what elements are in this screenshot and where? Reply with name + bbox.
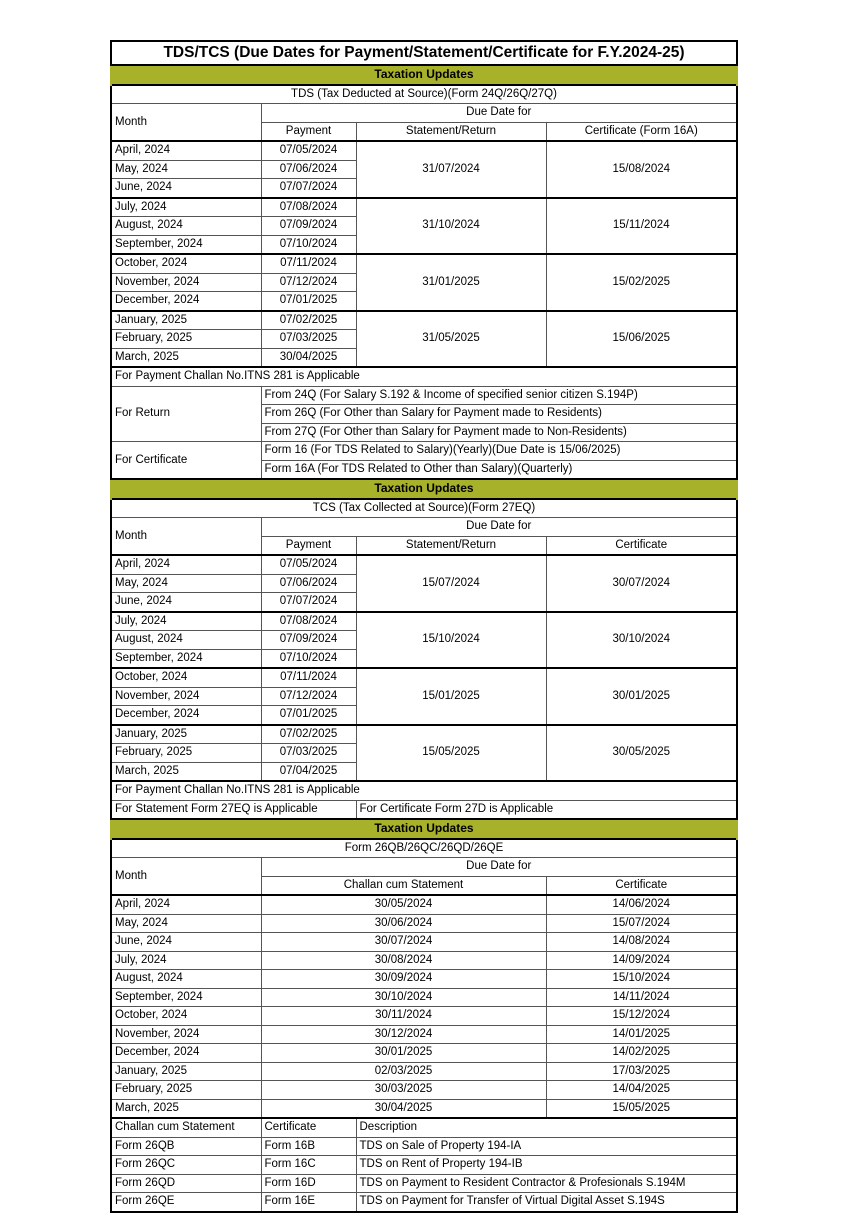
legend-description-cell: TDS on Payment to Resident Contractor & Profesionals S.194M	[356, 1174, 737, 1193]
tcs-payment-cell: 07/03/2025	[261, 744, 356, 763]
tcs-payment-cell: 07/06/2024	[261, 574, 356, 593]
tds-col-payment: Payment	[261, 122, 356, 141]
legend-challan-cell: Form 26QB	[111, 1137, 261, 1156]
legend-certificate-cell: Form 16C	[261, 1156, 356, 1175]
tds-payment-cell: 07/12/2024	[261, 273, 356, 292]
form26-certificate-cell: 14/06/2024	[546, 895, 737, 914]
legend-description-cell: TDS on Sale of Property 194-IA	[356, 1137, 737, 1156]
form26-certificate-cell: 14/01/2025	[546, 1025, 737, 1044]
tds-certificate-cell: 15/11/2024	[546, 198, 737, 255]
tds-subtitle: TDS (Tax Deducted at Source)(Form 24Q/26Q/27Q)	[111, 85, 737, 104]
table-row	[111, 141, 737, 160]
tds-payment-cell: 30/04/2025	[261, 348, 356, 367]
table-row	[111, 725, 737, 744]
form26-month-cell: November, 2024	[111, 1025, 261, 1044]
table-row	[111, 951, 737, 970]
form26-month-cell: September, 2024	[111, 988, 261, 1007]
tds-payment-cell: 07/09/2024	[261, 217, 356, 236]
table-row	[111, 895, 737, 914]
page-title: TDS/TCS (Due Dates for Payment/Statement/Certificate for F.Y.2024-25)	[111, 41, 737, 65]
table-row	[111, 1025, 737, 1044]
legend-challan-cell: Form 26QC	[111, 1156, 261, 1175]
tds-payment-cell: 07/11/2024	[261, 254, 356, 273]
table-row	[111, 1137, 737, 1156]
tcs-payment-cell: 07/10/2024	[261, 649, 356, 668]
form26-certificate-cell: 14/02/2025	[546, 1044, 737, 1063]
tcs-statement-cell: 15/01/2025	[356, 668, 546, 725]
tcs-col-payment: Payment	[261, 536, 356, 555]
tds-return-line: From 24Q (For Salary S.192 & Income of specified senior citizen S.194P)	[261, 386, 737, 405]
table-row	[111, 668, 737, 687]
table-row	[111, 1081, 737, 1100]
form26-month-cell: August, 2024	[111, 970, 261, 989]
table-row	[111, 198, 737, 217]
tcs-statement-cell: 15/10/2024	[356, 612, 546, 669]
tds-month-cell: March, 2025	[111, 348, 261, 367]
form26-month-cell: June, 2024	[111, 933, 261, 952]
form-legend-rows	[111, 1137, 737, 1212]
tds-statement-cell: 31/05/2025	[356, 311, 546, 368]
tds-certificate-line: Form 16 (For TDS Related to Salary)(Yearly)(Due Date is 15/06/2025)	[261, 442, 737, 461]
tcs-month-cell: April, 2024	[111, 555, 261, 574]
tcs-challan-note: For Payment Challan No.ITNS 281 is Applicable	[111, 781, 737, 800]
form26-certificate-cell: 15/12/2024	[546, 1007, 737, 1026]
section-band-form26: Taxation Updates	[111, 819, 737, 839]
tcs-subtitle: TCS (Tax Collected at Source)(Form 27EQ)	[111, 499, 737, 518]
form26-month-header: Month	[111, 858, 261, 896]
tcs-month-cell: September, 2024	[111, 649, 261, 668]
tcs-col-statement: Statement/Return	[356, 536, 546, 555]
tds-month-cell: November, 2024	[111, 273, 261, 292]
table-row	[111, 311, 737, 330]
tds-return-label: For Return	[111, 386, 261, 442]
table-row	[111, 1062, 737, 1081]
tds-certificate-label: For Certificate	[111, 442, 261, 480]
form26-challan-cell: 30/12/2024	[261, 1025, 546, 1044]
form26-month-cell: December, 2024	[111, 1044, 261, 1063]
tcs-month-cell: July, 2024	[111, 612, 261, 631]
form26-month-cell: January, 2025	[111, 1062, 261, 1081]
table-row	[111, 612, 737, 631]
tcs-month-cell: February, 2025	[111, 744, 261, 763]
tds-col-statement: Statement/Return	[356, 122, 546, 141]
tds-month-cell: June, 2024	[111, 179, 261, 198]
table-row	[111, 914, 737, 933]
title-row	[111, 41, 737, 65]
form26-month-rows	[111, 895, 737, 1118]
tcs-payment-cell: 07/08/2024	[261, 612, 356, 631]
form26-challan-cell: 30/03/2025	[261, 1081, 546, 1100]
tds-month-cell: January, 2025	[111, 311, 261, 330]
due-dates-sheet	[110, 40, 736, 1213]
form26-col-certificate: Certificate	[546, 876, 737, 895]
tds-payment-cell: 07/03/2025	[261, 330, 356, 349]
tds-payment-cell: 07/10/2024	[261, 235, 356, 254]
form26-certificate-cell: 15/10/2024	[546, 970, 737, 989]
form26-subtitle: Form 26QB/26QC/26QD/26QE	[111, 839, 737, 858]
table-row	[111, 970, 737, 989]
tds-certificate-line: Form 16A (For TDS Related to Other than Salary)(Quarterly)	[261, 460, 737, 479]
table-row	[111, 1044, 737, 1063]
tcs-month-cell: March, 2025	[111, 762, 261, 781]
form26-month-cell: October, 2024	[111, 1007, 261, 1026]
form26-challan-cell: 30/07/2024	[261, 933, 546, 952]
tds-month-cell: October, 2024	[111, 254, 261, 273]
tcs-payment-cell: 07/09/2024	[261, 631, 356, 650]
table-row	[111, 988, 737, 1007]
form26-certificate-cell: 15/07/2024	[546, 914, 737, 933]
section-band-tds: Taxation Updates	[111, 65, 737, 85]
tds-month-cell: September, 2024	[111, 235, 261, 254]
form26-challan-cell: 30/08/2024	[261, 951, 546, 970]
tds-statement-cell: 31/07/2024	[356, 141, 546, 198]
legend-description-cell: TDS on Payment for Transfer of Virtual Digital Asset S.194S	[356, 1193, 737, 1212]
form26-certificate-cell: 14/08/2024	[546, 933, 737, 952]
tcs-month-cell: August, 2024	[111, 631, 261, 650]
tds-return-line: From 26Q (For Other than Salary for Payment made to Residents)	[261, 405, 737, 424]
form26-certificate-cell: 15/05/2025	[546, 1099, 737, 1118]
tcs-payment-cell: 07/05/2024	[261, 555, 356, 574]
tcs-payment-cell: 07/07/2024	[261, 593, 356, 612]
form26-challan-cell: 30/05/2024	[261, 895, 546, 914]
tds-return-line: From 27Q (For Other than Salary for Payment made to Non-Residents)	[261, 423, 737, 442]
tcs-payment-cell: 07/04/2025	[261, 762, 356, 781]
tds-payment-cell: 07/07/2024	[261, 179, 356, 198]
tds-payment-cell: 07/01/2025	[261, 292, 356, 311]
tds-statement-cell: 31/01/2025	[356, 254, 546, 311]
tds-col-certificate: Certificate (Form 16A)	[546, 122, 737, 141]
tcs-month-cell: October, 2024	[111, 668, 261, 687]
tcs-payment-cell: 07/02/2025	[261, 725, 356, 744]
form26-certificate-cell: 14/04/2025	[546, 1081, 737, 1100]
table-row	[111, 1174, 737, 1193]
legend-challan-cell: Form 26QD	[111, 1174, 261, 1193]
table-row	[111, 555, 737, 574]
tcs-col-certificate: Certificate	[546, 536, 737, 555]
form26-challan-cell: 02/03/2025	[261, 1062, 546, 1081]
form26-challan-cell: 30/01/2025	[261, 1044, 546, 1063]
tds-month-cell: February, 2025	[111, 330, 261, 349]
legend-header-challan: Challan cum Statement	[111, 1118, 261, 1137]
tcs-payment-cell: 07/11/2024	[261, 668, 356, 687]
form26-challan-cell: 30/10/2024	[261, 988, 546, 1007]
table-row	[111, 1193, 737, 1212]
form26-month-cell: July, 2024	[111, 951, 261, 970]
tcs-month-cell: November, 2024	[111, 687, 261, 706]
tds-month-cell: May, 2024	[111, 160, 261, 179]
tcs-statement-cell: 15/07/2024	[356, 555, 546, 612]
tcs-statement-cell: 15/05/2025	[356, 725, 546, 782]
tds-month-cell: July, 2024	[111, 198, 261, 217]
tds-certificate-cell: 15/06/2025	[546, 311, 737, 368]
legend-header-certificate: Certificate	[261, 1118, 356, 1137]
table-row	[111, 254, 737, 273]
tcs-certificate-cell: 30/07/2024	[546, 555, 737, 612]
tcs-certificate-cell: 30/10/2024	[546, 612, 737, 669]
form26-col-challan: Challan cum Statement	[261, 876, 546, 895]
form26-challan-cell: 30/11/2024	[261, 1007, 546, 1026]
legend-header-description: Description	[356, 1118, 737, 1137]
legend-certificate-cell: Form 16E	[261, 1193, 356, 1212]
form26-due-header: Due Date for	[261, 858, 737, 877]
tds-challan-note: For Payment Challan No.ITNS 281 is Applicable	[111, 367, 737, 386]
tds-payment-cell: 07/05/2024	[261, 141, 356, 160]
form26-month-cell: March, 2025	[111, 1099, 261, 1118]
tds-payment-cell: 07/08/2024	[261, 198, 356, 217]
tcs-month-cell: December, 2024	[111, 706, 261, 725]
form26-month-cell: February, 2025	[111, 1081, 261, 1100]
tcs-month-header: Month	[111, 518, 261, 556]
form26-certificate-cell: 14/11/2024	[546, 988, 737, 1007]
tds-payment-cell: 07/02/2025	[261, 311, 356, 330]
tcs-due-header: Due Date for	[261, 518, 737, 537]
table-row	[111, 1007, 737, 1026]
tcs-statement-note: For Statement Form 27EQ is Applicable	[111, 800, 356, 819]
tcs-certificate-cell: 30/01/2025	[546, 668, 737, 725]
form26-challan-cell: 30/09/2024	[261, 970, 546, 989]
tds-due-header: Due Date for	[261, 104, 737, 123]
table-row	[111, 1099, 737, 1118]
tcs-month-cell: January, 2025	[111, 725, 261, 744]
tds-month-header: Month	[111, 104, 261, 142]
form26-challan-cell: 30/04/2025	[261, 1099, 546, 1118]
form26-challan-cell: 30/06/2024	[261, 914, 546, 933]
legend-certificate-cell: Form 16B	[261, 1137, 356, 1156]
tcs-certificate-note: For Certificate Form 27D is Applicable	[356, 800, 737, 819]
tds-month-rows	[111, 141, 737, 367]
tds-month-cell: April, 2024	[111, 141, 261, 160]
section-band-tcs: Taxation Updates	[111, 479, 737, 499]
tds-certificate-cell: 15/08/2024	[546, 141, 737, 198]
legend-description-cell: TDS on Rent of Property 194-IB	[356, 1156, 737, 1175]
tcs-month-cell: June, 2024	[111, 593, 261, 612]
tds-certificate-cell: 15/02/2025	[546, 254, 737, 311]
tds-month-cell: August, 2024	[111, 217, 261, 236]
form26-month-cell: April, 2024	[111, 895, 261, 914]
tcs-month-cell: May, 2024	[111, 574, 261, 593]
tcs-month-rows	[111, 555, 737, 781]
form26-month-cell: May, 2024	[111, 914, 261, 933]
tds-month-cell: December, 2024	[111, 292, 261, 311]
tds-statement-cell: 31/10/2024	[356, 198, 546, 255]
form26-certificate-cell: 17/03/2025	[546, 1062, 737, 1081]
table-row	[111, 1156, 737, 1175]
table-row	[111, 933, 737, 952]
tcs-payment-cell: 07/12/2024	[261, 687, 356, 706]
tcs-certificate-cell: 30/05/2025	[546, 725, 737, 782]
tds-payment-cell: 07/06/2024	[261, 160, 356, 179]
legend-certificate-cell: Form 16D	[261, 1174, 356, 1193]
due-dates-table	[110, 40, 738, 1213]
tcs-payment-cell: 07/01/2025	[261, 706, 356, 725]
form26-certificate-cell: 14/09/2024	[546, 951, 737, 970]
legend-challan-cell: Form 26QE	[111, 1193, 261, 1212]
